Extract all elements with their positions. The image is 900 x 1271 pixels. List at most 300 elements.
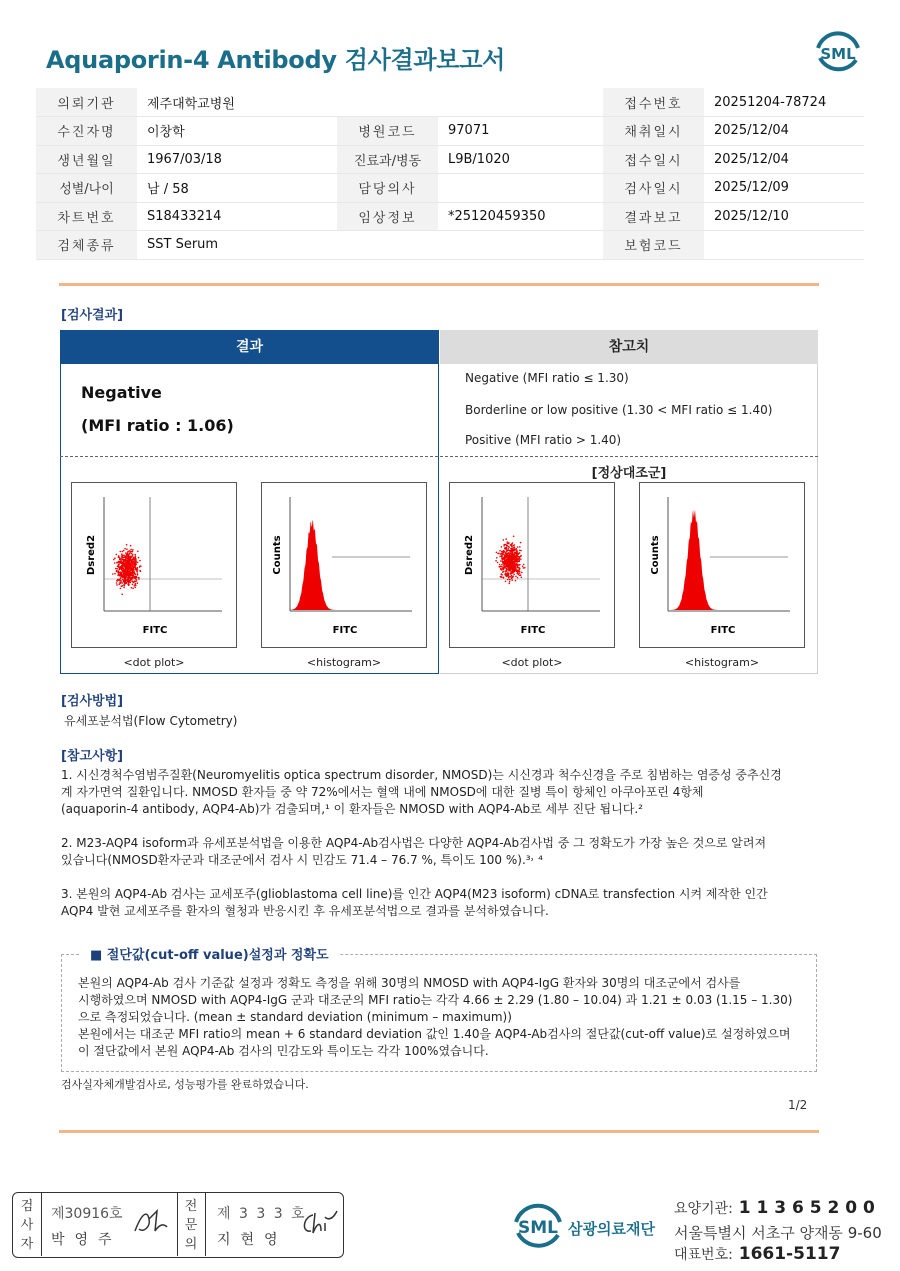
empty-cell [438,88,603,117]
scatter-point [516,563,518,565]
scatter-point [114,573,116,575]
axis-label-x: FITC [520,625,546,636]
scatter-point [520,550,522,552]
scatter-point [504,574,506,576]
scatter-point [130,577,132,579]
scatter-point [135,561,137,563]
scatter-point [126,548,128,550]
notes-heading: [참고사항] [61,749,124,764]
scatter-point [122,563,124,565]
page-number: 1/2 [788,1098,808,1112]
scatter-point [130,549,132,551]
scatter-point [127,574,129,576]
scatter-point [519,546,521,548]
scatter-point [512,576,514,578]
scatter-point [506,568,508,570]
scatter-point [118,556,120,558]
scatter-point [135,568,137,570]
scatter-point [123,565,125,567]
scatter-point [125,583,127,585]
scatter-point [503,545,505,547]
dashed-divider [60,456,818,457]
scatter-point [520,558,522,560]
scatter-point [116,584,118,586]
scatter-point [505,581,507,583]
label-sex-age: 성별/나이 [36,174,137,203]
scatter-point [132,587,134,589]
scatter-point [506,545,508,547]
scatter-point [519,575,521,577]
scatter-point [509,581,511,583]
scatter-point [510,555,512,557]
scatter-point [507,543,509,545]
scatter-point [121,566,123,568]
scatter-point [508,542,510,544]
scatter-point [123,550,125,552]
scatter-point [514,569,516,571]
scatter-point [515,565,517,567]
note-1-line-3: (aquaporin-4 antibody, AQP4-Ab)가 검출되며,¹ 이 환자들은 NMOSD with AQP4-Ab로 세부 진단 됩니다.² [61,802,643,816]
scatter-point [120,573,122,575]
scatter-point [517,546,519,548]
scatter-point [137,567,139,569]
scatter-point [512,549,514,551]
scatter-point [123,580,125,582]
scatter-point [134,587,136,589]
scatter-point [126,566,128,568]
scatter-point [114,562,116,564]
scatter-point [516,555,518,557]
value-sex-age: 남 / 58 [137,174,337,203]
axis-label-y: Counts [272,535,283,575]
scatter-point [515,560,517,562]
scatter-point [510,572,512,574]
scatter-point [123,576,125,578]
note-3-line-1: 3. 본원의 AQP4-Ab 검사는 교세포주(glioblastoma cell line)를 인간 AQP4(M23 isoform) cDNA로 transfection 시켜 제작한 인간 [61,887,768,901]
note-2-line-1: 2. M23-AQP4 isoform과 유세포분석법을 이용한 AQP4-Ab검사법은 다양한 AQP4-Ab검사법 중 그 정확도가 가장 높은 것으로 알려져 [61,836,767,850]
scatter-point [501,556,503,558]
result-mfi-ratio: (MFI ratio : 1.06) [81,416,234,435]
value-birthdate: 1967/03/18 [137,145,337,174]
scatter-point [504,548,506,550]
value-patient-name: 이창학 [137,117,337,146]
scatter-point [131,580,133,582]
scatter-point [137,582,139,584]
scatter-point [130,564,132,566]
empty-cell [438,231,603,260]
scatter-point [518,556,520,558]
scatter-point [128,578,130,580]
organization-name: 삼광의료재단 [568,1220,655,1238]
scatter-point [130,573,132,575]
examiner-name: 박영주 [51,1232,122,1248]
value-test-date: 2025/12/09 [704,174,864,203]
scatter-point [116,554,118,556]
method-heading: [검사방법] [61,694,124,709]
scatter-point [515,552,517,554]
divider [59,1130,819,1133]
scatter-point [131,574,133,576]
value-requester: 제주대학교병원 [137,88,337,117]
scatter-point [517,554,519,556]
scatter-point [126,544,128,546]
scatter-point [127,569,129,571]
sml-footer-logo-text: SML [518,1218,558,1238]
scatter-point [139,560,141,562]
scatter-point [117,574,119,576]
scatter-point [499,564,501,566]
scatter-point [518,570,520,572]
scatter-point [502,571,504,573]
table-row [36,231,864,260]
cutoff-line: 이 절단값에서 본원 AQP4-Ab 검사의 민감도와 특이도는 각각 100%였습니다. [78,1044,489,1058]
scatter-point [510,564,512,566]
scatter-point [135,559,137,561]
table-row [36,202,864,231]
scatter-point [138,578,140,580]
axis-label-y: Dsred2 [464,534,475,576]
patient-histogram [261,482,427,648]
scatter-point [126,572,128,574]
scatter-point [512,547,514,549]
label-report-date: 결과보고 [603,202,704,231]
scatter-point [133,572,135,574]
scatter-point [137,571,139,573]
scatter-point [510,550,512,552]
scatter-point [499,555,501,557]
value-department: L9B/1020 [438,145,603,174]
scatter-point [508,556,510,558]
sml-footer-logo-icon [510,1200,566,1252]
scatter-point [508,583,510,585]
scatter-point [507,555,509,557]
scatter-point [514,565,516,567]
value-specimen: SST Serum [137,231,337,260]
scatter-point [521,572,523,574]
scatter-point [135,574,137,576]
axis-label-x: FITC [142,625,168,636]
scatter-point [124,548,126,550]
specialist-name: 지현영 [217,1232,288,1248]
reference-positive: Positive (MFI ratio > 1.40) [465,433,622,447]
scatter-point [120,577,122,579]
scatter-point [130,560,132,562]
development-note: 검사실자체개발검사로, 성능평가를 완료하였습니다. [61,1078,309,1091]
scatter-point [122,582,124,584]
value-collection-date: 2025/12/04 [704,117,864,146]
table-row [36,117,864,146]
scatter-point [130,579,132,581]
scatter-point [133,560,135,562]
specialist-license-no: 제 3 3 3 호 [217,1206,307,1222]
scatter-point [130,558,132,560]
value-chart-no: S18433214 [137,202,337,231]
patient-dot-plot [71,482,237,648]
value-insurance-code [704,231,864,260]
label-insurance-code: 보험코드 [603,231,704,260]
scatter-point [512,569,514,571]
scatter-point [507,579,509,581]
table-row [36,145,864,174]
scatter-point [133,567,135,569]
scatter-point [123,587,125,589]
scatter-point [516,571,518,573]
histogram-area [288,521,336,611]
dot-plot-caption: <dot plot> [501,656,563,669]
value-hospital-code: 97071 [438,117,603,146]
table-row [36,174,864,203]
scatter-point [127,581,129,583]
value-receipt-date: 2025/12/04 [704,145,864,174]
address: 서울특별시 서초구 양재동 9-60 [674,1224,882,1242]
scatter-point [130,551,132,553]
scatter-point [511,558,513,560]
scatter-point [132,571,134,573]
scatter-point [132,584,134,586]
scatter-point [131,553,133,555]
scatter-point [515,567,517,569]
label-requester: 의뢰기관 [36,88,137,117]
scatter-point [518,567,520,569]
scatter-point [131,587,133,589]
patient-info-table [36,88,864,260]
scatter-point [517,551,519,553]
label-chart-no: 차트번호 [36,202,137,231]
scatter-point [136,563,138,565]
sml-logo-text: SML [820,45,856,63]
scatter-point [523,567,525,569]
scatter-point [520,542,522,544]
scatter-point [519,571,521,573]
scatter-point [506,564,508,566]
scatter-point [510,569,512,571]
scatter-point [501,568,503,570]
institution-code-label: 요양기관: [674,1201,733,1217]
scatter-point [498,553,500,555]
scatter-point [132,554,134,556]
reference-header: 참고치 [440,330,818,364]
scatter-point [116,582,118,584]
label-specimen: 검체종류 [36,231,137,260]
scatter-point [513,574,515,576]
scatter-point [508,577,510,579]
scatter-point [501,576,503,578]
cutoff-line: 본원에서는 대조군 MFI ratio의 mean + 6 standard deviation 값인 1.40을 AQP4-Ab검사의 절단값(cut-off value)로 설정하였으며 [78,1027,791,1041]
cutoff-title: ■ 절단값(cut-off value)설정과 정확도 [80,944,339,963]
scatter-point [510,545,512,547]
scatter-point [123,557,125,559]
scatter-point [519,564,521,566]
label-collection-date: 채취일시 [603,117,704,146]
result-header: 결과 [60,330,439,364]
scatter-point [129,556,131,558]
scatter-point [115,568,117,570]
axis-label-y: Counts [650,535,661,575]
scatter-point [137,573,139,575]
scatter-point [503,565,505,567]
scatter-point [125,570,127,572]
scatter-point [134,559,136,561]
axis-label-x: FITC [332,625,358,636]
scatter-point [513,563,515,565]
scatter-point [508,567,510,569]
phone-value: 1661-5117 [732,1244,841,1264]
scatter-point [496,557,498,559]
dot-plot-caption: <dot plot> [123,656,185,669]
scatter-point [519,572,521,574]
scatter-point [517,566,519,568]
scatter-point [505,557,507,559]
scatter-point [122,579,124,581]
control-dot-plot [449,482,615,648]
scatter-point [134,580,136,582]
scatter-point [123,555,125,557]
value-report-date: 2025/12/10 [704,202,864,231]
scatter-point [114,557,116,559]
scatter-point [517,561,519,563]
empty-cell [337,88,438,117]
scatter-point [124,556,126,558]
scatter-point [507,572,509,574]
scatter-point [121,585,123,587]
value-doctor [438,174,603,203]
histogram-caption: <histogram> [684,656,760,669]
report-title: Aquaporin-4 Antibody 검사결과보고서 [46,46,505,74]
note-1-line-1: 1. 시신경척수염범주질환(Neuromyelitis optica spectrum disorder, NMOSD)는 시신경과 척수신경을 주로 침범하는 염증성 중추신경 [61,768,782,782]
scatter-point [137,562,139,564]
reference-negative: Negative (MFI ratio ≤ 1.30) [465,371,629,385]
scatter-point [506,573,508,575]
scatter-point [501,564,503,566]
scatter-point [120,588,122,590]
scatter-point [121,570,123,572]
scatter-point [513,571,515,573]
value-clinical-info: *25120459350 [438,202,603,231]
note-1-line-2: 계 자가면역 질환입니다. NMOSD 환자들 중 약 72%에서는 혈액 내에 NMOSD에 대한 질병 특이 항체인 아쿠아포린 4항체 [61,785,704,799]
scatter-point [130,582,132,584]
label-birthdate: 생년월일 [36,145,137,174]
scatter-point [502,561,504,563]
cutoff-text [78,975,808,1060]
scatter-point [121,594,123,596]
scatter-point [505,560,507,562]
scatter-point [508,563,510,565]
scatter-point [497,562,499,564]
scatter-point [121,560,123,562]
scatter-point [505,554,507,556]
scatter-point [132,566,134,568]
scatter-point [135,555,137,557]
scatter-point [521,577,523,579]
scatter-point [514,548,516,550]
normal-control-label: [정상대조군] [591,466,667,481]
scatter-point [503,563,505,565]
scatter-point [506,541,508,543]
scatter-point [126,563,128,565]
scatter-point [505,571,507,573]
scatter-point [116,562,118,564]
phone-label: 대표번호: [674,1247,733,1263]
scatter-point [510,562,512,564]
scatter-point [119,580,121,582]
scatter-point [513,567,515,569]
scatter-point [120,575,122,577]
scatter-point [511,579,513,581]
scatter-point [503,577,505,579]
label-patient-name: 수진자명 [36,117,137,146]
scatter-point [132,549,134,551]
scatter-point [502,554,504,556]
scatter-point [124,581,126,583]
scatter-point [137,551,139,553]
label-clinical-info: 임상정보 [337,202,438,231]
scatter-point [120,551,122,553]
scatter-point [505,538,507,540]
scatter-point [119,581,121,583]
scatter-point [130,545,132,547]
scatter-point [519,560,521,562]
scatter-point [116,568,118,570]
scatter-point [510,576,512,578]
histogram-caption: <histogram> [306,656,382,669]
examiner-role: 검 사 자 [20,1199,34,1252]
scatter-point [125,560,127,562]
scatter-point [140,571,142,573]
scatter-point [117,566,119,568]
value-receipt-no: 20251204-78724 [704,88,864,117]
scatter-point [122,559,124,561]
scatter-point [506,547,508,549]
scatter-point [129,571,131,573]
scatter-point [135,583,137,585]
scatter-point [113,559,115,561]
scatter-point [514,544,516,546]
specialist-signature [299,1207,341,1241]
scatter-point [513,536,515,538]
scatter-point [128,557,130,559]
scatter-point [511,575,513,577]
scatter-point [524,567,526,569]
scatter-point [131,568,133,570]
scatter-point [503,539,505,541]
scatter-point [511,543,513,545]
divider [59,283,819,286]
axis-label-y: Dsred2 [86,534,97,576]
scatter-point [515,580,517,582]
scatter-point [122,551,124,553]
result-value: Negative [81,383,162,402]
scatter-point [129,553,131,555]
signature-box [12,1192,344,1258]
scatter-point [120,558,122,560]
scatter-point [139,566,141,568]
scatter-point [496,552,498,554]
scatter-point [123,584,125,586]
scatter-point [128,565,130,567]
scatter-point [118,584,120,586]
scatter-point [116,580,118,582]
sml-logo-icon [812,28,864,76]
label-test-date: 검사일시 [603,174,704,203]
scatter-point [500,566,502,568]
scatter-point [123,569,125,571]
scatter-point [135,578,137,580]
scatter-point [121,568,123,570]
phone [674,1244,840,1264]
scatter-point [132,564,134,566]
scatter-point [522,566,524,568]
cutoff-line: 본원의 AQP4-Ab 검사 기준값 설정과 정확도 측정을 위해 30명의 NMOSD with AQP4-IgG 환자와 30명의 대조군에서 검사를 [78,976,741,990]
